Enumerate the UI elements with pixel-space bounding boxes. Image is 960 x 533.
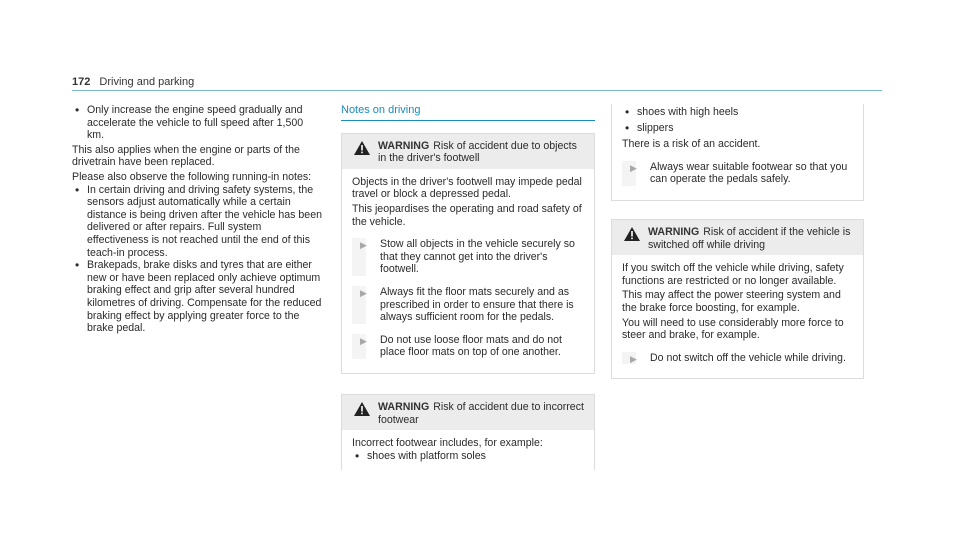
arrow-right-icon: ▶ [360, 240, 367, 251]
section-title: Notes on driving [341, 104, 595, 121]
list-item: • Only increase the engine speed gradually and accelerate the vehicle to full speed after 1,500 km. [72, 104, 322, 142]
column-left [72, 104, 322, 335]
warning-triangle-icon [354, 141, 370, 155]
paragraph: This also applies when the engine or parts of the drivetrain have been replaced. [72, 143, 300, 169]
arrow-right-icon: ▶ [360, 335, 367, 346]
warning-header [612, 220, 863, 255]
arrow-right-icon: ▶ [630, 353, 637, 364]
warning-triangle-icon [354, 402, 370, 416]
paragraph: If you switch off the vehicle while driving, safety functions are restricted or no longer available. [622, 262, 844, 287]
warning-title: Risk of accident due to incorrect footwear [378, 400, 584, 426]
instruction-step: ▶ Do not switch off the vehicle while driving. [622, 352, 853, 365]
warning-label: WARNING [378, 139, 430, 152]
header-divider [72, 90, 882, 91]
column-middle [341, 104, 595, 470]
warning-body [612, 104, 863, 200]
warning-header [342, 134, 594, 169]
warning-label: WARNING [378, 400, 430, 413]
page-header [72, 76, 194, 88]
paragraph: You will need to use considerably more force to steer and brake, for example. [622, 316, 844, 342]
page-number: 172 [72, 76, 91, 88]
warning-title: Risk of accident if the vehicle is switched off while driving [648, 225, 851, 251]
warning-box-objects [341, 133, 595, 374]
paragraph: This may affect the power steering system and the brake force boosting, for example. [622, 289, 841, 314]
warning-label: WARNING [648, 225, 700, 238]
instruction-step: ▶ Always wear suitable footwear so that you can operate the pedals safely. [622, 161, 853, 186]
paragraph: This jeopardises the operating and road safety of the vehicle. [352, 202, 582, 228]
page-header-title: Driving and parking [99, 76, 195, 88]
list-item: • slippers [622, 122, 853, 135]
instruction-step: ▶ Always fit the floor mats securely and as prescribed in order to ensure that there is always sufficient room for the pedals. [352, 286, 584, 324]
list-item: • In certain driving and driving safety systems, the sensors adjust automatically while a certain distance is being driven after the vehicle has been delivered or after repairs. Full system effectiveness is not reached until the end of this teach-in process. [72, 184, 322, 260]
arrow-right-icon: ▶ [630, 162, 637, 173]
warning-body [342, 169, 594, 373]
warning-header [342, 395, 594, 430]
list-item: • shoes with platform soles [352, 450, 584, 463]
instruction-step: ▶ Stow all objects in the vehicle securely so that they cannot get into the driver's footwell. [352, 238, 584, 276]
warning-box-footwear [341, 394, 595, 470]
warning-box-switch-off [611, 219, 864, 379]
list-item: • shoes with high heels [622, 106, 853, 119]
instruction-step: ▶ Do not use loose floor mats and do not place floor mats on top of one another. [352, 334, 584, 359]
paragraph: There is a risk of an accident. [622, 138, 761, 151]
arrow-right-icon: ▶ [360, 287, 367, 298]
warning-triangle-icon [624, 227, 640, 241]
warning-body [612, 255, 863, 378]
paragraph: Incorrect footwear includes, for example: [352, 437, 543, 450]
warning-title: Risk of accident due to objects in the driver's footwell [378, 139, 577, 165]
list-item: • Brakepads, brake disks and tyres that are either new or have been replaced only achieve optimum braking effect and grip after several hundred kilometres of driving. Compensate for the reduced braking effect by applying greater force to the brake pedal. [72, 259, 322, 335]
column-right [611, 104, 864, 379]
warning-box-footwear-continued [611, 104, 864, 201]
paragraph: Objects in the driver's footwell may impede pedal travel or block a depressed pedal. [352, 175, 582, 201]
warning-body [342, 430, 594, 470]
paragraph: Please also observe the following running-in notes: [72, 170, 312, 183]
